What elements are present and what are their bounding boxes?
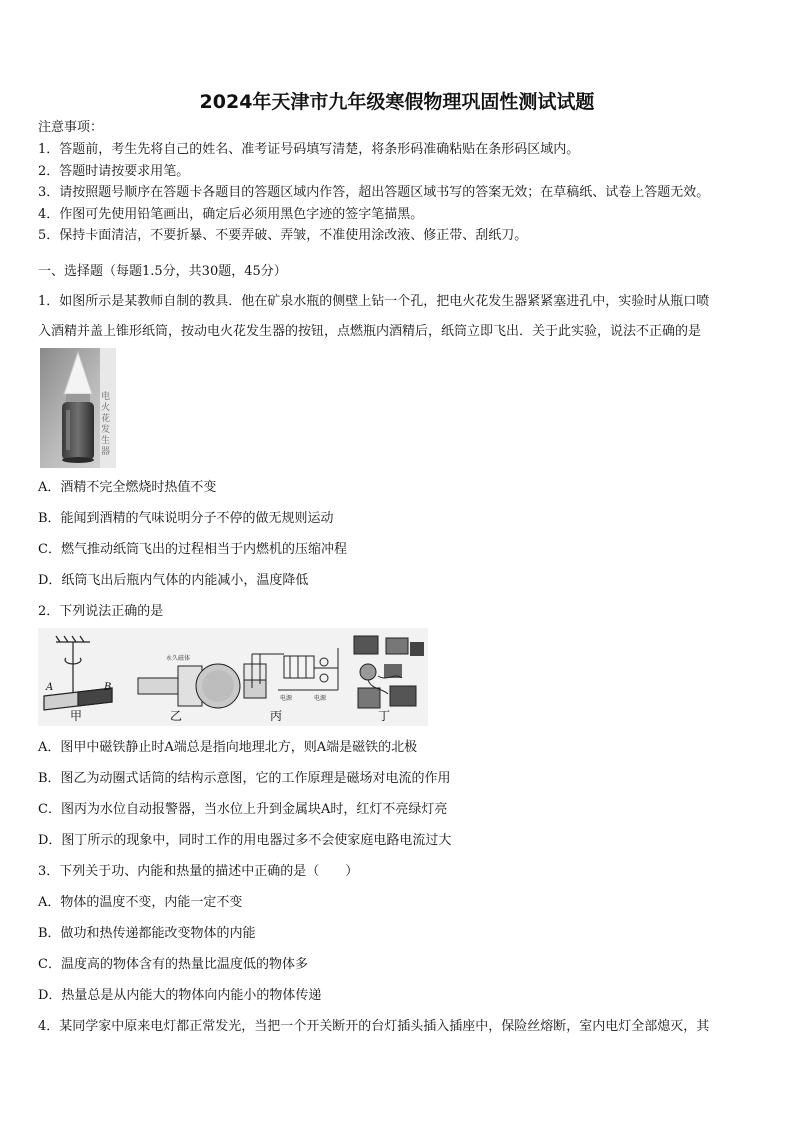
question-3-stem: 3．下列关于功、内能和热量的描述中正确的是（ ） — [38, 864, 359, 879]
notes-heading: 注意事项： — [38, 120, 104, 135]
question-3-option-b: B．做功和热传递都能改变物体的内能 — [38, 926, 256, 941]
question-1-option-c: C．燃气推动纸筒飞出的过程相当于内燃机的压缩冲程 — [38, 542, 347, 557]
note-item: 2．答题时请按要求用笔。 — [38, 164, 190, 179]
question-4-stem: 4．某同学家中原来电灯都正常发光，当把一个开关断开的台灯插头插入插座中，保险丝熔断，室内电灯全部熄灭，其 — [38, 1019, 710, 1034]
question-2-option-a: A．图甲中磁铁静止时A端总是指向地理北方，则A端是磁铁的北极 — [38, 740, 418, 755]
question-2-option-c: C．图丙为水位自动报警器，当水位上升到金属块A时，红灯不亮绿灯亮 — [38, 802, 448, 817]
panel-label-yi: 乙 — [170, 709, 183, 723]
panel-bing-power-label-2: 电源 — [314, 695, 327, 702]
question-2-figure — [38, 628, 428, 726]
spark-generator-label: 电火花发生器 — [101, 392, 111, 457]
note-item: 3．请按照题号顺序在答题卡各题目的答题区域内作答，超出答题区域书写的答案无效；在草稿纸、试卷上答题无效。 — [38, 185, 710, 200]
four-panel-diagram — [38, 628, 428, 726]
question-2-stem: 2．下列说法正确的是 — [38, 604, 164, 619]
note-item: 5．保持卡面清洁，不要折暴、不要弄破、弄皱，不准使用涂改液、修正带、刮纸刀。 — [38, 228, 528, 243]
question-3-option-d: D．热量总是从内能大的物体向内能小的物体传递 — [38, 988, 322, 1003]
question-1-stem-line-1: 1．如图所示是某教师自制的教具．他在矿泉水瓶的侧壁上钻一个孔，把电火花发生器紧紧塞进孔中，实验时从瓶口喷 — [38, 294, 710, 309]
note-item: 4．作图可先使用铅笔画出，确定后必须用黑色字迹的签字笔描黑。 — [38, 207, 424, 222]
panel-yi-permanent-magnet-label: 永久磁体 — [166, 655, 191, 662]
panel-label-jia: 甲 — [70, 709, 83, 723]
panel-jia-mark-b: B — [104, 682, 112, 693]
question-1-figure — [40, 348, 116, 468]
question-1-option-b: B．能闻到酒精的气味说明分子不停的做无规则运动 — [38, 511, 334, 526]
exam-title: 2024年天津市九年级寒假物理巩固性测试试题 — [199, 91, 595, 113]
question-2-option-d: D．图丁所示的现象中，同时工作的用电器过多不会使家庭电路电流过大 — [38, 833, 452, 848]
note-item: 1．答题前，考生先将自己的姓名、准考证号码填写清楚，将条形码准确粘贴在条形码区域内。 — [38, 142, 580, 157]
question-3-option-a: A．物体的温度不变，内能一定不变 — [38, 895, 243, 910]
question-2-option-b: B．图乙为动圈式话筒的结构示意图，它的工作原理是磁场对电流的作用 — [38, 771, 451, 786]
panel-jia-mark-a: A — [46, 682, 54, 693]
panel-label-ding: 丁 — [378, 709, 391, 723]
question-3-option-c: C．温度高的物体含有的热量比温度低的物体多 — [38, 957, 308, 972]
question-1-stem-line-2: 入酒精并盖上锥形纸筒，按动电火花发生器的按钮，点燃瓶内酒精后，纸筒立即飞出．关于此实验，说法不正确的是 — [38, 324, 702, 339]
question-1-option-a: A．酒精不完全燃烧时热值不变 — [38, 480, 217, 495]
question-1-option-d: D．纸筒飞出后瓶内气体的内能减小，温度降低 — [38, 573, 309, 588]
section-heading: 一、选择题（每题1.5分，共30题，45分） — [38, 264, 287, 279]
panel-label-bing: 丙 — [270, 709, 283, 723]
panel-bing-power-label-1: 电源 — [280, 695, 293, 702]
